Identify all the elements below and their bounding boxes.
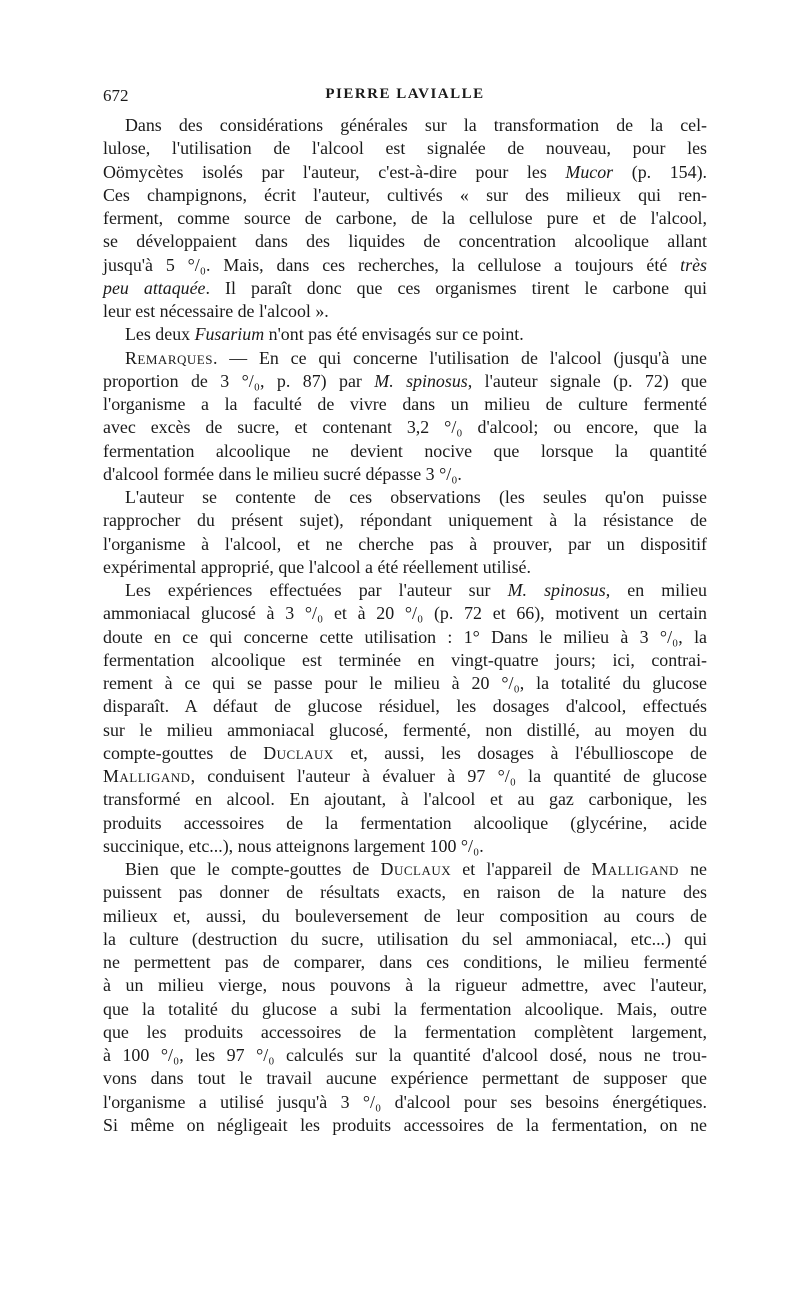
book-page [103,86,707,1137]
text-run: ne [678,859,708,879]
author-name: Malligand [103,766,191,786]
text-line: rement à ce qui se passe pour le milieu à 20 °/₀, la totalité du glucose [103,673,707,693]
text-line: Si même on négligeait les produits accessoires de la fermentation, on ne [103,1114,707,1135]
text-line: à 100 °/₀, les 97 °/₀ calculés sur la quantité d'alcool dosé, nous ne trou- [103,1045,707,1065]
text-line: produits accessoires de la fermentation alcoolique (glycérine, acide [103,812,707,833]
page-number: 672 [103,86,129,105]
text-run: proportion de 3 °/₀, p. 87) par [103,370,375,391]
text-line [103,742,707,765]
text-line [103,579,707,602]
running-head [103,86,707,114]
text-line: Ces champignons, écrit l'auteur, cultivés « sur des milieux qui ren- [103,184,707,205]
text-line: d'alcool formée dans le milieu sucré dépasse 3 °/₀. [103,463,462,484]
paragraph [103,858,707,1137]
text-line: ne permettent pas de comparer, dans ces conditions, le milieu fermenté [103,952,707,972]
taxon-name: M. spinosus [507,580,606,600]
emphasis: très [680,254,707,275]
text-line: succinique, etc...), nous atteignons largement 100 °/₀. [103,835,484,856]
author-name: Malligand [591,859,679,879]
text-line: l'organisme a la faculté de vivre dans un milieu de culture fermenté [103,394,707,414]
text-line: l'organisme a utilisé jusqu'à 3 °/₀ d'alcool pour ses besoins énergétiques. [103,1091,707,1112]
emphasis: peu attaquée [103,277,206,298]
paragraph [103,486,707,579]
text-line [103,277,707,300]
text-line [103,765,707,788]
text-line: à un milieu vierge, nous pouvons à la rigueur admettre, avec l'auteur, [103,975,707,996]
author-name: Duclaux [380,859,452,879]
text-run: , l'auteur signale (p. 72) que [467,370,707,391]
text-run: n'ont pas été envisagés sur ce point. [264,324,524,345]
text-line: Dans des considérations générales sur la transformation de la cel- [125,115,707,135]
text-line: fermentation alcoolique ne devient nocive que lorsque la quantité [103,440,707,461]
text-run: . Il paraît donc que ces organismes tirent le carbone qui [205,277,707,298]
text-line: ferment, comme source de carbone, de la cellulose pure et de l'alcool, [103,208,707,228]
text-line [103,161,707,184]
text-line [103,858,707,881]
section-label: Remarques [125,347,213,368]
text-run: et, aussi, les dosages à l'ébullioscope de [333,742,707,763]
text-run: Les expériences effectuées par l'auteur sur [125,580,508,600]
text-run: Bien que le compte-gouttes de [125,859,381,879]
text-line: L'auteur se contente de ces observations (les seules qu'on puisse [125,487,707,507]
text-line: fermentation alcoolique est terminée en vingt-quatre jours; ici, contrai- [103,649,707,670]
text-run: jusqu'à 5 °/₀. Mais, dans ces recherches, la cellulose a toujours été [103,254,681,275]
body-text [103,114,707,1137]
text-run: . — En ce qui concerne l'utilisation de l'alcool (jusqu'à une [212,347,707,368]
paragraph [103,323,707,346]
text-line: que les produits accessoires de la fermentation complètent largement, [103,1021,707,1042]
text-line [103,254,707,277]
text-line: milieux et, aussi, du bouleversement de leur composition au cours de [103,905,707,926]
text-line: rapprocher du présent sujet), répondant uniquement à la résistance de [103,510,707,531]
taxon-name: M. spinosus [374,370,468,391]
text-line: que la totalité du glucose a subi la fermentation alcoolique. Mais, outre [103,998,707,1019]
text-line: vons dans tout le travail aucune expérience permettant de supposer que [103,1068,707,1089]
text-line: disparaît. A défaut de glucose résiduel, les dosages d'alcool, effectués [103,696,707,717]
text-run: Oömycètes isolés par l'auteur, c'est-à-dire pour les [103,161,566,182]
text-run: , en milieu [605,580,707,600]
text-line: l'organisme à l'alcool, et ne cherche pas à prouver, par un dispositif [103,533,707,554]
text-line [103,323,707,346]
taxon-name: Mucor [565,161,614,182]
text-line [103,370,707,393]
text-line: avec excès de sucre, et contenant 3,2 °/₀ d'alcool; ou encore, que la [103,417,707,438]
text-line: transformé en alcool. En ajoutant, à l'alcool et au gaz carbonique, les [103,789,707,810]
text-line: puissent pas donner de résultats exacts, en raison de la nature des [103,882,707,903]
text-run: (p. 154). [613,161,707,182]
text-line: ammoniacal glucosé à 3 °/₀ et à 20 °/₀ (p. 72 et 66), motivent un certain [103,603,707,624]
taxon-name: Fusarium [194,324,265,345]
author-name: Duclaux [263,742,334,763]
text-line: leur est nécessaire de l'alcool ». [103,301,329,321]
text-run: , conduisent l'auteur à évaluer à 97 °/₀ la quantité de glucose [190,766,707,786]
text-line: la culture (destruction du sucre, utilisation du sel ammoniacal, etc...) qui [103,928,707,949]
paragraph [103,579,707,858]
text-run: compte-gouttes de [103,742,264,763]
text-line [103,347,707,370]
paragraph [103,114,707,323]
paragraph [103,347,707,487]
text-run: Les deux [125,324,195,345]
text-line: expérimental approprié, que l'alcool a été réellement utilisé. [103,556,531,577]
text-run: et l'appareil de [451,859,592,879]
text-line: doute en ce qui concerne cette utilisation : 1° Dans le milieu à 3 °/₀, la [103,626,707,647]
text-line: lulose, l'utilisation de l'alcool est signalée de nouveau, pour les [103,138,707,159]
running-title: PIERRE LAVIALLE [325,86,485,102]
text-line: se développaient dans des liquides de concentration alcoolique allant [103,231,707,252]
text-line: sur le milieu ammoniacal glucosé, fermenté, non distillé, au moyen du [103,719,707,740]
